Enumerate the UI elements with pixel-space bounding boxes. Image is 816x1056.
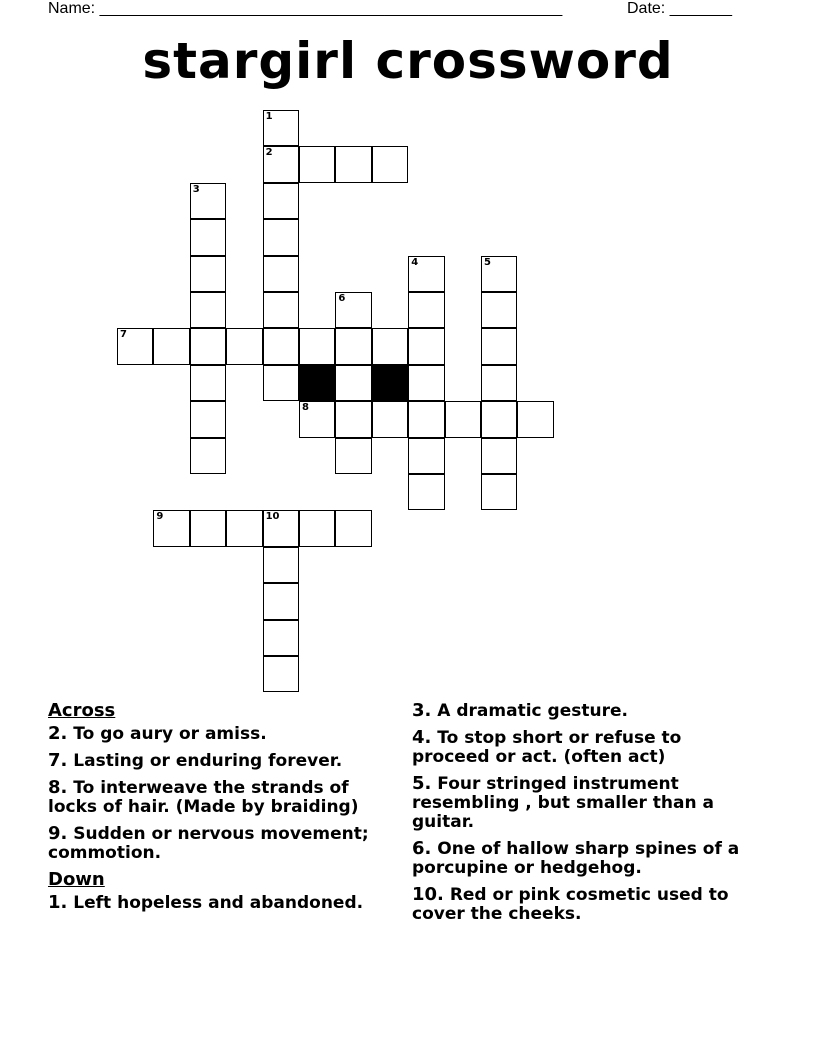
crossword-cell[interactable] xyxy=(263,583,299,619)
crossword-cell[interactable] xyxy=(190,401,226,437)
crossword-cell[interactable] xyxy=(335,328,371,364)
crossword-cell[interactable] xyxy=(299,328,335,364)
clue-down-6: 6. One of hallow sharp spines of a porcupine or hedgehog. xyxy=(412,838,740,878)
crossword-cell[interactable] xyxy=(335,510,371,546)
crossword-cell[interactable] xyxy=(517,401,553,437)
crossword-cell[interactable] xyxy=(263,365,299,401)
clue-down-10: 10. Red or pink cosmetic used to cover the cheeks. xyxy=(412,884,729,924)
clues-column-left xyxy=(48,701,398,920)
clue-number: 10 xyxy=(265,511,280,523)
crossword-cell[interactable] xyxy=(299,510,335,546)
clue-number: 4 xyxy=(411,256,419,268)
crossword-cell[interactable] xyxy=(263,328,299,364)
clue-number: 5 xyxy=(484,256,491,268)
crossword-cell[interactable] xyxy=(263,219,299,255)
crossword-cell[interactable] xyxy=(263,183,299,219)
crossword-cell[interactable] xyxy=(117,328,153,364)
crossword-cell[interactable] xyxy=(190,365,226,401)
crossword-cell[interactable] xyxy=(226,510,262,546)
name-field-label: Name: ____________________________________________________ xyxy=(48,0,563,17)
crossword-cell[interactable] xyxy=(408,474,444,510)
crossword-cell[interactable] xyxy=(408,328,444,364)
crossword-cell[interactable] xyxy=(372,401,408,437)
crossword-cell[interactable] xyxy=(190,292,226,328)
crossword-cell[interactable] xyxy=(190,438,226,474)
crossword-cell[interactable] xyxy=(408,292,444,328)
crossword-cell[interactable] xyxy=(190,183,226,219)
date-field-label: Date: _______ xyxy=(627,0,732,17)
crossword-cell[interactable] xyxy=(481,256,517,292)
crossword-black-cell xyxy=(299,365,335,401)
crossword-cell[interactable] xyxy=(190,219,226,255)
crossword-cell[interactable] xyxy=(263,110,299,146)
clue-across-2: 2. To go aury or amiss. xyxy=(48,723,267,744)
across-heading: Across xyxy=(48,700,116,721)
clue-across-7: 7. Lasting or enduring forever. xyxy=(48,750,343,771)
crossword-cell[interactable] xyxy=(153,328,189,364)
crossword-cell[interactable] xyxy=(481,401,517,437)
clue-down-1: 1. Left hopeless and abandoned. xyxy=(48,892,364,913)
crossword-cell[interactable] xyxy=(263,292,299,328)
crossword-cell[interactable] xyxy=(263,620,299,656)
crossword-cell[interactable] xyxy=(408,256,444,292)
crossword-cell[interactable] xyxy=(408,365,444,401)
crossword-cell[interactable] xyxy=(372,146,408,182)
clue-down-3: 3. A dramatic gesture. xyxy=(412,700,628,721)
crossword-cell[interactable] xyxy=(335,401,371,437)
clue-across-8: 8. To interweave the strands of locks of hair. (Made by braiding) xyxy=(48,777,359,817)
crossword-cell[interactable] xyxy=(481,328,517,364)
crossword-cell[interactable] xyxy=(263,256,299,292)
clue-number: 3 xyxy=(192,183,200,195)
crossword-cell[interactable] xyxy=(481,474,517,510)
clue-number: 6 xyxy=(338,293,346,304)
crossword-cell[interactable] xyxy=(263,547,299,583)
clue-down-4: 4. To stop short or refuse to proceed or act. (often act) xyxy=(412,727,682,767)
clue-number: 7 xyxy=(120,329,127,341)
crossword-cell[interactable] xyxy=(445,401,481,437)
down-heading: Down xyxy=(48,869,105,890)
clue-number: 9 xyxy=(156,511,164,523)
crossword-cell[interactable] xyxy=(190,328,226,364)
crossword-cell[interactable] xyxy=(263,656,299,692)
crossword-cell[interactable] xyxy=(153,510,189,546)
crossword-cell[interactable] xyxy=(299,146,335,182)
clue-number: 8 xyxy=(302,402,309,414)
crossword-cell[interactable] xyxy=(481,365,517,401)
crossword-black-cell xyxy=(372,365,408,401)
page-title: stargirl crossword xyxy=(142,32,674,90)
crossword-cell[interactable] xyxy=(299,401,335,437)
crossword-cell[interactable] xyxy=(481,438,517,474)
crossword-cell[interactable] xyxy=(408,438,444,474)
crossword-cell[interactable] xyxy=(226,328,262,364)
crossword-cell[interactable] xyxy=(335,146,371,182)
crossword-cell[interactable] xyxy=(408,401,444,437)
clue-down-5: 5. Four stringed instrument resembling , but smaller than a guitar. xyxy=(412,773,714,832)
crossword-cell[interactable] xyxy=(335,438,371,474)
crossword-cell[interactable] xyxy=(190,510,226,546)
crossword-cell[interactable] xyxy=(335,292,371,328)
clues-column-right xyxy=(412,701,762,931)
clue-number: 2 xyxy=(265,147,273,159)
crossword-cell[interactable] xyxy=(190,256,226,292)
crossword-cell[interactable] xyxy=(481,292,517,328)
crossword-cell[interactable] xyxy=(263,510,299,546)
crossword-cell[interactable] xyxy=(372,328,408,364)
clue-number: 1 xyxy=(265,111,273,122)
clue-across-9: 9. Sudden or nervous movement; commotion. xyxy=(48,823,369,863)
crossword-cell[interactable] xyxy=(335,365,371,401)
crossword-cell[interactable] xyxy=(263,146,299,182)
